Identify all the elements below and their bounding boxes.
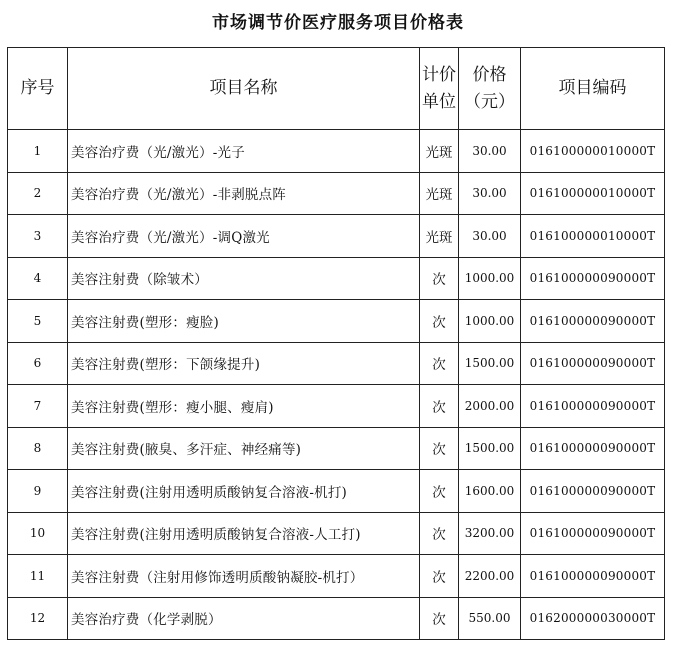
cell-index: 7: [8, 385, 68, 428]
cell-unit: 次: [420, 385, 459, 428]
header-code: 项目编码: [521, 48, 665, 130]
cell-code: 016100000090000T: [521, 300, 665, 343]
cell-name: 美容注射费(塑形：下颌缘提升): [68, 342, 420, 385]
table-row: [8, 512, 665, 555]
cell-name: 美容治疗费（光/激光）-非剥脱点阵: [68, 172, 420, 215]
cell-price: 1000.00: [459, 300, 521, 343]
page-title: 市场调节价医疗服务项目价格表: [212, 13, 464, 33]
cell-price: 1600.00: [459, 470, 521, 513]
cell-index: 8: [8, 427, 68, 470]
cell-unit: 次: [420, 427, 459, 470]
table-row: [8, 257, 665, 300]
cell-index: 2: [8, 172, 68, 215]
cell-price: 3200.00: [459, 512, 521, 555]
header-price-line2: （元）: [464, 91, 515, 112]
cell-name: 美容注射费(注射用透明质酸钠复合溶液-人工打): [68, 512, 420, 555]
cell-index: 6: [8, 342, 68, 385]
cell-unit: 光斑: [420, 130, 459, 173]
cell-code: 016100000090000T: [521, 512, 665, 555]
cell-price: 30.00: [459, 130, 521, 173]
cell-unit: 光斑: [420, 172, 459, 215]
cell-code: 016100000010000T: [521, 130, 665, 173]
table-row: [8, 215, 665, 258]
cell-name: 美容注射费(注射用透明质酸钠复合溶液-机打): [68, 470, 420, 513]
cell-code: 016100000090000T: [521, 257, 665, 300]
cell-price: 2000.00: [459, 385, 521, 428]
cell-index: 3: [8, 215, 68, 258]
cell-code: 016100000010000T: [521, 172, 665, 215]
header-index: 序号: [8, 48, 68, 130]
table-row: [8, 342, 665, 385]
cell-name: 美容注射费(腋臭、多汗症、神经痛等): [68, 427, 420, 470]
cell-price: 2200.00: [459, 555, 521, 598]
cell-name: 美容注射费（除皱术）: [68, 257, 420, 300]
cell-unit: 次: [420, 342, 459, 385]
table-header-row: [8, 48, 665, 130]
cell-price: 1500.00: [459, 427, 521, 470]
cell-price: 1500.00: [459, 342, 521, 385]
header-name: 项目名称: [68, 48, 420, 130]
table-row: [8, 597, 665, 640]
cell-code: 016100000090000T: [521, 555, 665, 598]
header-price-line1: 价格: [472, 65, 507, 86]
header-unit-line1: 计价: [422, 65, 456, 86]
table-row: [8, 427, 665, 470]
cell-unit: 次: [420, 300, 459, 343]
table-row: [8, 300, 665, 343]
cell-unit: 次: [420, 512, 459, 555]
cell-unit: 次: [420, 257, 459, 300]
table-row: [8, 172, 665, 215]
price-table: [7, 47, 665, 640]
cell-code: 016100000090000T: [521, 470, 665, 513]
table-row: [8, 385, 665, 428]
cell-name: 美容治疗费（光/激光）-调Q激光: [68, 215, 420, 258]
cell-name: 美容治疗费（光/激光）-光子: [68, 130, 420, 173]
cell-price: 30.00: [459, 172, 521, 215]
table-body: [8, 130, 665, 640]
cell-code: 016100000010000T: [521, 215, 665, 258]
cell-index: 9: [8, 470, 68, 513]
cell-code: 016100000090000T: [521, 427, 665, 470]
cell-price: 30.00: [459, 215, 521, 258]
cell-code: 016200000030000T: [521, 597, 665, 640]
cell-unit: 次: [420, 470, 459, 513]
header-unit: [420, 48, 459, 130]
cell-index: 4: [8, 257, 68, 300]
table-row: [8, 130, 665, 173]
cell-index: 5: [8, 300, 68, 343]
cell-name: 美容注射费(塑形：瘦小腿、瘦肩): [68, 385, 420, 428]
cell-name: 美容注射费（注射用修饰透明质酸钠凝胶-机打）: [68, 555, 420, 598]
table-row: [8, 470, 665, 513]
cell-code: 016100000090000T: [521, 385, 665, 428]
cell-index: 1: [8, 130, 68, 173]
header-price: [459, 48, 521, 130]
cell-index: 11: [8, 555, 68, 598]
cell-name: 美容治疗费（化学剥脱）: [68, 597, 420, 640]
cell-index: 12: [8, 597, 68, 640]
cell-code: 016100000090000T: [521, 342, 665, 385]
cell-index: 10: [8, 512, 68, 555]
cell-name: 美容注射费(塑形：瘦脸): [68, 300, 420, 343]
cell-unit: 次: [420, 555, 459, 598]
cell-price: 1000.00: [459, 257, 521, 300]
cell-unit: 光斑: [420, 215, 459, 258]
cell-unit: 次: [420, 597, 459, 640]
header-unit-line2: 单位: [422, 91, 456, 112]
table-row: [8, 555, 665, 598]
cell-price: 550.00: [459, 597, 521, 640]
